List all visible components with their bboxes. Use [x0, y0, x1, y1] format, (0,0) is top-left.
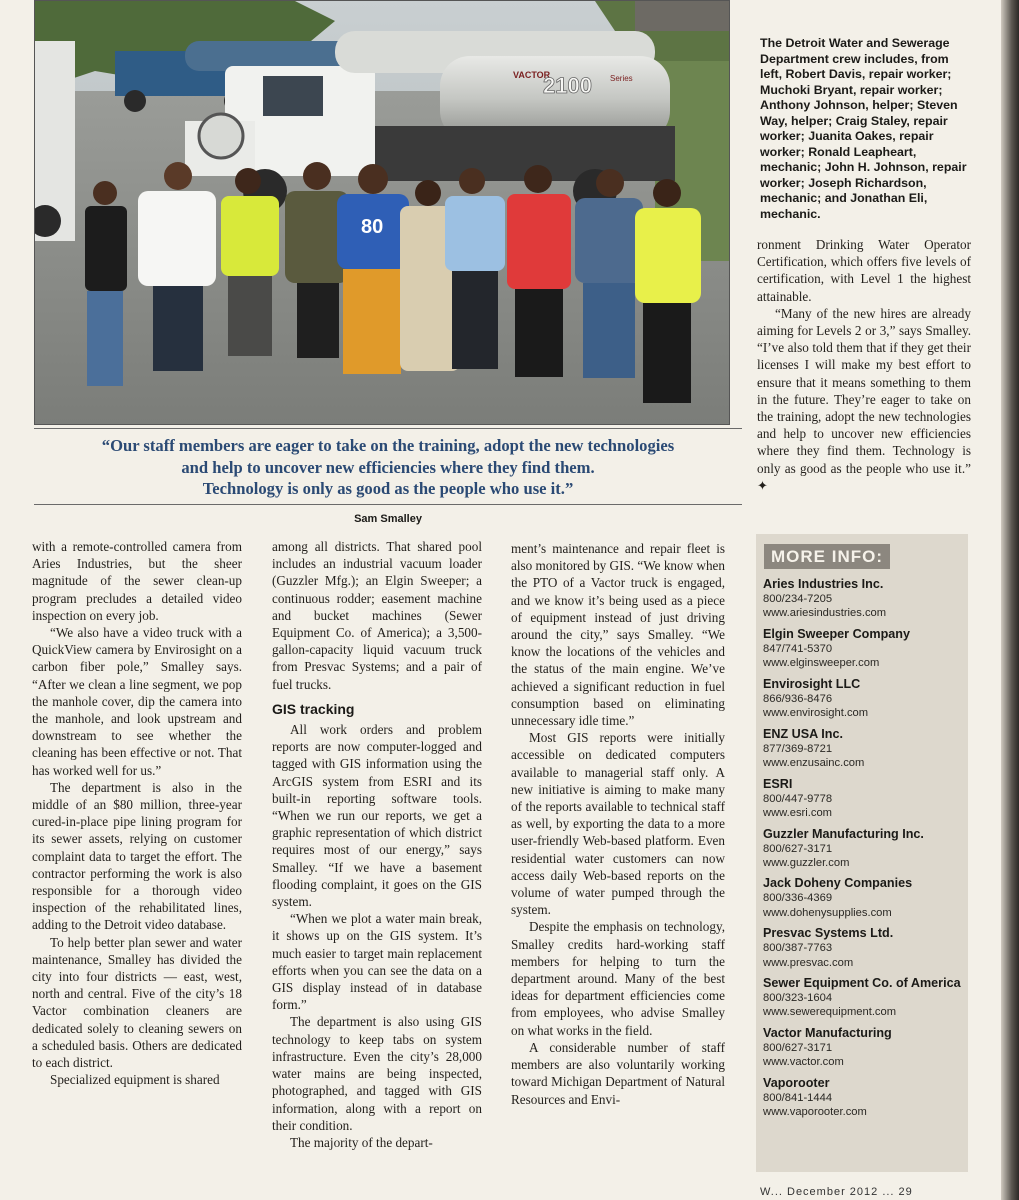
company-phone: 800/336-4369 [763, 892, 833, 905]
crew-members [85, 162, 701, 403]
company-name: Vactor Manufacturing [763, 1026, 892, 1041]
paragraph: among all districts. That shared pool includes an industrial vacuum loader (Guzzler Mfg.); an Elgin Sweeper; a continuous rodder; easement machine and bucket machines (Sewer Equipment Co. of America); a 3,500-gallon-capacity liquid vacuum truck from Presvac Systems; and a pair of fuel trucks. [272, 539, 482, 692]
company-website: www.guzzler.com [763, 856, 850, 869]
list-item [763, 876, 965, 919]
company-phone: 866/936-8476 [763, 692, 833, 705]
pull-quote-attribution: Sam Smalley [354, 512, 422, 525]
paragraph: ronment Drinking Water Operator Certification, which offers five levels of certification, with Level 1 the highest attainable. [757, 237, 971, 304]
person-5 [337, 164, 409, 374]
paragraph: The department is also in the middle of an $80 million, three-year cured-in-place pipe lining program for its sewer assets, relying on customer complaint data to target the effort. The contractor performing the work is also responsible for a thorough video inspection of the rehabilitated lines, adding to the Detroit video database. [32, 779, 242, 933]
truck-series-text: Series [610, 74, 633, 83]
list-item [763, 777, 965, 820]
company-phone: 800/447-9778 [763, 792, 833, 805]
article-column-2 [272, 538, 482, 1151]
paragraph: “When we plot a water main break, it shows up on the GIS system. It’s much easier to target main replacement efforts when you can see the data on a GIS display instead of in database form.” [272, 911, 482, 1013]
crew-photo-illustration [35, 1, 729, 424]
company-website: www.presvac.com [763, 956, 854, 969]
company-website: www.vaporooter.com [763, 1106, 867, 1119]
article-column-3 [511, 540, 725, 1108]
company-name: Presvac Systems Ltd. [763, 926, 894, 941]
paragraph: Most GIS reports were initially accessible on dedicated computers available to managerial staff only. A new initiative is aiming to make many of the reports available to technical staff as well, by exporting the data to a more user-friendly Web-based platform. Even residential water customers can now access daily Web-based reports on the volume of water pumped through the system. [511, 730, 725, 918]
company-name: Guzzler Manufacturing Inc. [763, 826, 924, 841]
company-website: www.elginsweeper.com [763, 657, 880, 670]
company-phone: 800/387-7763 [763, 942, 833, 955]
company-name: Vaporooter [763, 1076, 830, 1091]
company-name: ESRI [763, 776, 793, 791]
paragraph: To help better plan sewer and water maintenance, Smalley has divided the city into four districts — east, west, north and central. Five of the city’s 18 Vactor combination cleaners are dedicated solely to cleaning sewers on a scheduled basis. Others are dedicated to each district. [32, 934, 242, 1071]
jersey-number-text: 80 [361, 216, 384, 238]
company-name: Elgin Sweeper Company [763, 626, 910, 641]
article-column-1 [32, 538, 242, 1089]
company-website: www.enzusainc.com [763, 756, 865, 769]
company-name: Envirosight LLC [763, 676, 861, 691]
company-name: Jack Doheny Companies [763, 876, 913, 891]
company-name: Aries Industries Inc. [763, 577, 884, 591]
page-folio: W... December 2012 ... 29 [760, 1186, 913, 1198]
company-phone: 800/841-1444 [763, 1092, 833, 1105]
truck-brand-text: VACTOR [513, 70, 551, 80]
paragraph: “We also have a video truck with a QuickView camera by Envirosight on a carbon fiber pole,” Smalley says. “After we clean a line segment, we pop the manhole cover, dip the camera into the manhole, and look upstream and downstream to see whether the cleaning has been effective or not. That has worked well for us.” [32, 625, 242, 778]
list-item [763, 926, 965, 969]
company-website: www.envirosight.com [763, 707, 869, 720]
company-phone: 800/323-1604 [763, 992, 833, 1005]
list-item [763, 677, 965, 720]
list-item [763, 1076, 965, 1119]
person-7 [445, 168, 505, 369]
page-edge-shadow [1001, 0, 1019, 1200]
company-name: Sewer Equipment Co. of America [763, 976, 961, 991]
pull-quote-line: and help to uncover new efficiencies where they find them. [181, 457, 595, 477]
section-heading: GIS tracking [272, 700, 355, 717]
list-item [763, 727, 965, 770]
company-website: www.vactor.com [763, 1056, 844, 1069]
list-item [763, 627, 965, 670]
pull-quote-rule-bottom [34, 504, 742, 505]
company-phone: 877/369-8721 [763, 742, 833, 755]
person-1 [85, 181, 127, 386]
paragraph: ment’s maintenance and repair fleet is also monitored by GIS. “We know when the PTO of a Vactor truck is engaged, and we know it’s being used as a piece of equipment instead of just driving around the city,” says Smalley. “We know the locations of the vehicles and the status of the main engine. We’ve achieved a significant reduction in fuel consumption based on eliminating unnecessary idle time.” [511, 541, 725, 729]
crew-photo [34, 0, 730, 425]
more-info-box [756, 534, 968, 1172]
company-phone: 800/627-3171 [763, 1042, 833, 1055]
more-info-title: MORE INFO: [764, 544, 890, 569]
person-3 [221, 168, 279, 356]
person-9 [575, 169, 643, 378]
pull-quote-line: Technology is only as good as the people who use it.” [202, 479, 574, 498]
list-item [763, 976, 965, 1019]
more-info-list [763, 577, 965, 1126]
paragraph: A considerable number of staff members are also voluntarily working toward Michigan Department of Natural Resources and Envi- [511, 1039, 725, 1107]
person-8 [507, 165, 571, 377]
truck-model-text: 2100 [543, 73, 592, 98]
pull-quote-rule-top [34, 428, 742, 429]
company-website: www.ariesindustries.com [763, 607, 887, 620]
paragraph: The department is also using GIS technology to keep tabs on system infrastructure. Even the city’s 28,000 water mains are being inspected, photographed, and tagged with GIS information, along with a report on their condition. [272, 1014, 482, 1133]
photo-caption: The Detroit Water and Sewerage Department crew includes, from left, Robert Davis, repair worker; Muchoki Bryant, repair worker; Anthony Johnson, helper; Steven Way, helper; Craig Staley, repair worker; Juanita Oakes, repair worker; Ronald Leapheart, mechanic; John H. Johnson, repair worker; Joseph Richardson, mechanic; and Jonathan Eli, mechanic. [760, 36, 967, 221]
paragraph: All work orders and problem reports are now computer-logged and tagged with GIS information using the ArcGIS system from ESRI and its built-in reporting software tools. “When we run our reports, we get a graphic representation of which district requires most of our energy,” says Smalley. “If we have a basement flooding complaint, it goes on the GIS system. [272, 722, 482, 910]
company-name: ENZ USA Inc. [763, 726, 844, 741]
pull-quote [34, 428, 742, 525]
pull-quote-line: “Our staff members are eager to take on the training, adopt the new technologies [101, 436, 675, 455]
company-phone: 847/741-5370 [763, 642, 833, 655]
company-website: www.dohenysupplies.com [763, 906, 892, 919]
article-column-4 [757, 236, 971, 494]
company-website: www.sewerequipment.com [763, 1006, 897, 1019]
paragraph: The majority of the depart- [290, 1134, 433, 1150]
paragraph: Despite the emphasis on technology, Smalley credits hard-working staff members for helping to turn the department around. Many of the best ideas for department efficiencies come from employees, who advise Smalley on what works in the field. [511, 919, 725, 1038]
list-item [763, 827, 965, 870]
paragraph: “Many of the new hires are already aiming for Levels 2 or 3,” says Smalley. “I’ve also told them that if they get their licenses I will make my best effort to ensure that it means something to them in the future. They’re eager to take on the training, adopt the new technologies and help to uncover new efficiencies where they find them. Technology is only as good as the people who use it.” ✦ [757, 305, 971, 493]
pull-quote-text [34, 435, 742, 500]
list-item [763, 577, 965, 620]
paragraph: Specialized equipment is shared [50, 1072, 220, 1088]
company-phone: 800/627-3171 [763, 842, 833, 855]
paragraph: with a remote-controlled camera from Aries Industries, but the sheer magnitude of the sewer clean-up program precludes a detailed video inspection on every job. [32, 539, 242, 623]
list-item [763, 1026, 965, 1069]
company-website: www.esri.com [763, 806, 832, 819]
company-phone: 800/234-7205 [763, 593, 833, 605]
